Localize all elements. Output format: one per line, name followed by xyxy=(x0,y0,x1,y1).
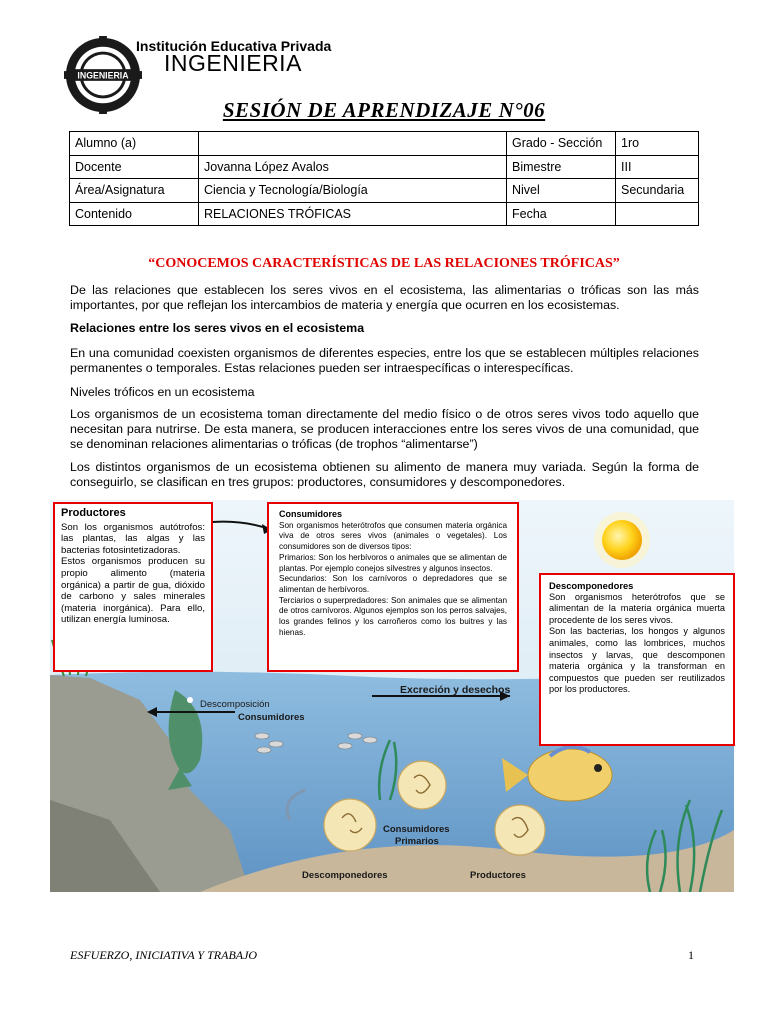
table-row xyxy=(70,155,699,179)
session-title: SESIÓN DE APRENDIZAJE N°06 xyxy=(222,98,546,122)
student-name-field[interactable] xyxy=(199,132,507,156)
table-cell: III xyxy=(616,155,699,179)
consumers-text-3: Secundarios: Son los carnívoros o depredadores que se alimentan de herbívoros. xyxy=(279,574,507,594)
label-decomposition: Descomposición xyxy=(200,699,270,710)
table-cell: Docente xyxy=(70,155,199,179)
table-cell: Jovanna López Avalos xyxy=(199,155,507,179)
table-row xyxy=(70,179,699,203)
institution-label: Institución Educativa Privada xyxy=(136,38,332,54)
consumers-title: Consumidores xyxy=(279,509,343,519)
label-primary-consumers-2: Primarios xyxy=(395,836,439,847)
table-cell: Ciencia y Tecnología/Biología xyxy=(199,179,507,203)
producers-title: Productores xyxy=(61,507,126,519)
table-cell: 1ro xyxy=(616,132,699,156)
producers-text-2: Estos organismos producen su propio alimento (materia orgánica) a partir de gua, dióxido de carbono y sales minerales (materia inorgánica). Para ello, utilizan energía luminosa. xyxy=(61,556,205,626)
paragraph-trophic-levels: Los organismos de un ecosistema toman directamente del medio físico o de otros seres vivos todo aquello que necesitan para nutrirse. De esta manera, se producen interacciones entre los seres vivos de una comunidad, que se denominan relaciones alimentarias o tróficas (de trophos “alimentarse”) xyxy=(70,407,699,451)
paragraph-groups: Los distintos organismos de un ecosistema obtienen su alimento de manera muy variada. Según la forma de conseguirlo, se clasifican en tres grupos: productores, consumidores y descomponedores. xyxy=(70,460,699,489)
label-primary-consumers-1: Consumidores xyxy=(383,824,450,835)
producers-box xyxy=(53,502,213,672)
table-cell: Área/Asignatura xyxy=(70,179,199,203)
label-producers: Productores xyxy=(470,870,526,881)
decomposers-text-2: Son las bacterias, los hongos y algunos animales, como las lombrices, muchos insectos y larvas, que descomponen materia orgánica y la transforman en compuestos que pueden ser reutilizados por los productores. xyxy=(549,626,725,695)
consumers-text-4: Terciarios o superpredadores: Son animales que se alimentan de otros carnívoros. Algunos ejemplos son los perros salvajes, los grandes felinos y los carroñeros como los buitres y las hienas. xyxy=(279,595,507,637)
decomposers-title: Descomponedores xyxy=(549,580,634,591)
table-row xyxy=(70,202,699,226)
table-cell: Fecha xyxy=(507,202,616,226)
table-cell: Bimestre xyxy=(507,155,616,179)
table-cell: Nivel xyxy=(507,179,616,203)
consumers-box xyxy=(267,502,519,672)
table-cell: Secundaria xyxy=(616,179,699,203)
school-name: INGENIERIA xyxy=(164,50,302,76)
label-excretion: Excreción y desechos xyxy=(400,684,511,696)
consumers-text-2: Primarios: Son los herbívoros o animales que se alimentan de plantas. Por ejemplo conejos silvestres y algunos insectos. xyxy=(279,552,507,573)
date-field[interactable] xyxy=(616,202,699,226)
content-title: “CONOCEMOS CARACTERÍSTICAS DE LAS RELACIONES TRÓFICAS” xyxy=(148,256,620,271)
table-cell: Alumno (a) xyxy=(70,132,199,156)
info-table xyxy=(69,131,699,226)
decomposers-box xyxy=(539,573,735,746)
table-cell: Grado - Sección xyxy=(507,132,616,156)
decomposers-text-1: Son organismos heterótrofos que se alimentan de la materia orgánica muerta procedente de los seres vivos. xyxy=(549,591,725,625)
table-row xyxy=(70,132,699,156)
producers-text-1: Son los organismos autótrofos: las plantas, las algas y las bacterias fotosintetizadoras. xyxy=(61,521,205,556)
paragraph-intro: De las relaciones que establecen los seres vivos en el ecosistema, las alimentarias o tróficas son las más importantes, por que reflejan los intercambios de materia y energía que ocurren en los ecosistemas. xyxy=(70,283,699,312)
paragraph-relations: En una comunidad coexisten organismos de diferentes especies, entre los que se establecen múltiples relaciones permanentes o temporales. Estas relaciones pueden ser intraespecíficas o interespecíficas. xyxy=(70,346,699,375)
table-cell: Contenido xyxy=(70,202,199,226)
svg-text:INGENIERIA: INGENIERIA xyxy=(77,70,129,81)
page-number: 1 xyxy=(688,948,694,962)
table-cell: RELACIONES TRÓFICAS xyxy=(199,202,507,226)
consumers-text-1: Son organismos heterótrofos que consumen materia orgánica viva de otros seres vivos (animales o vegetales). Los consumidores son de diversos tipos: xyxy=(279,520,507,552)
label-decomposers: Descomponedores xyxy=(302,870,388,881)
sun-icon xyxy=(602,520,642,560)
heading-relations: Relaciones entre los seres vivos en el ecosistema xyxy=(70,321,365,335)
label-consumers: Consumidores xyxy=(238,712,305,723)
footer-motto: ESFUERZO, INICIATIVA Y TRABAJO xyxy=(70,948,258,962)
heading-trophic-levels: Niveles tróficos en un ecosistema xyxy=(70,385,255,399)
